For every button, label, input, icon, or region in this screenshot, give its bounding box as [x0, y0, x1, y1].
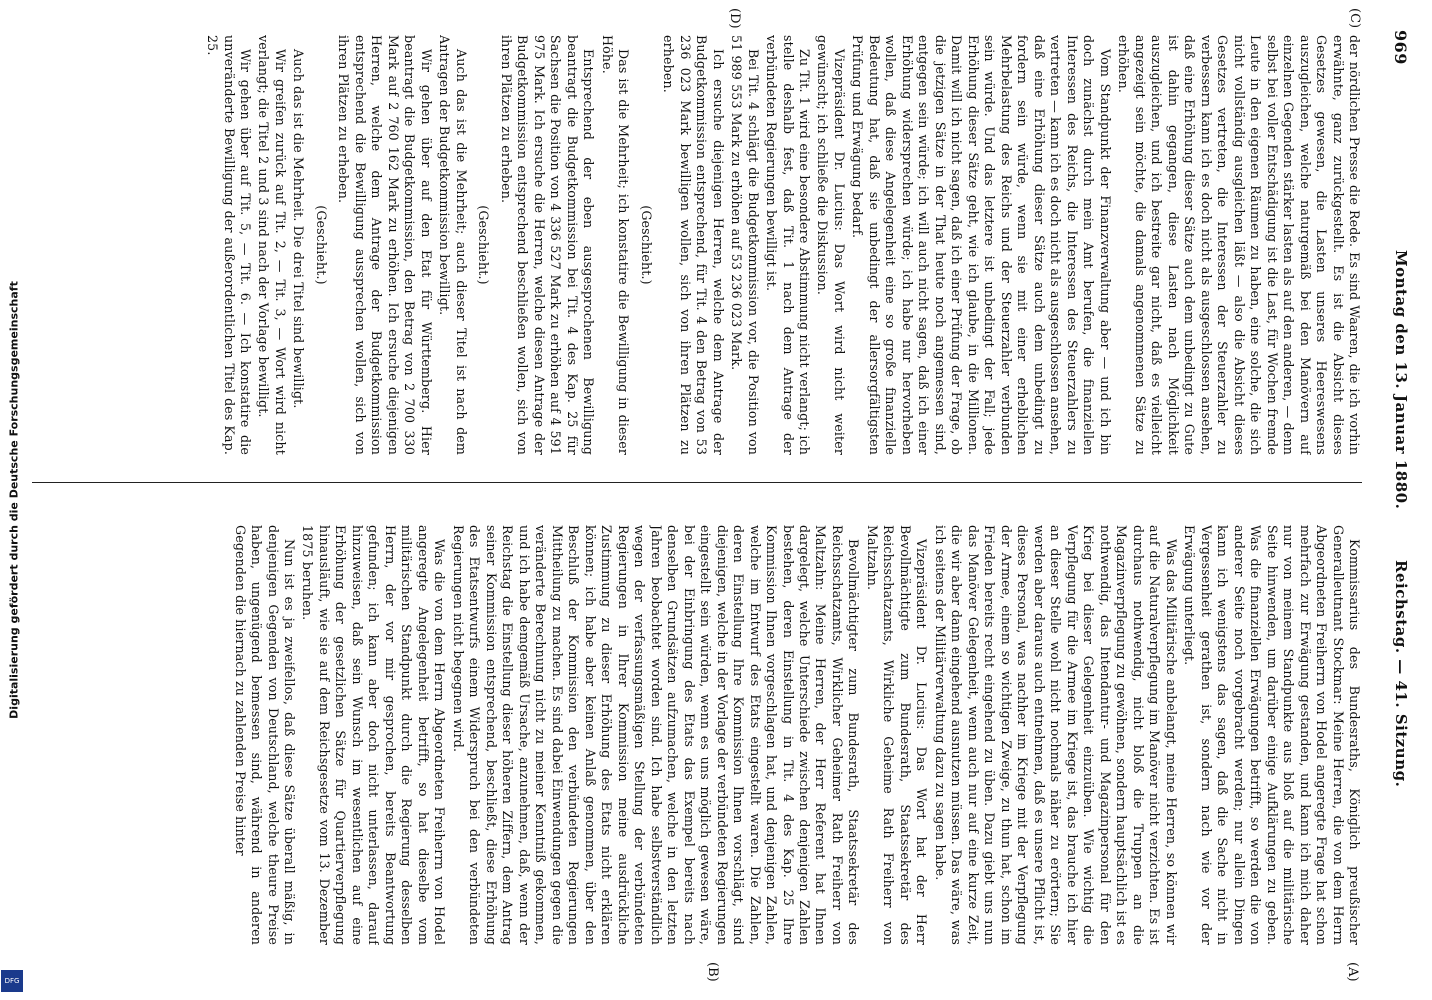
paragraph: der nördlichen Presse die Rede. Es sind Waaren, die ich vorhin erwähnte, ganz zurückgestellt. Es ist die Absicht dieses Gesetzes gewesen, die Lasten unseres Heereswesens auszugleichen, welche naturgemäß bei den Manövern auf einzelnen Gegenden stärker lasten als auf den anderen, — denn selbst bei voller Entschädigung ist die Last, für Wochen fremde Leute in den eigenen Räumen zu haben, eine solche, die sich nicht vollständig ausgleichen läßt — also die Absicht dieses Gesetzes vertreten, die Interessen der Steuerzahler zu verbessern kann ich es doch nicht als ausgeschlossen ansehen, daß eine Erhöhung dieser Sätze auch dem unbedingt zu Gute ist dahin gegangen, diese Lasten nach Möglichkeit auszugleichen, und ich bestreite gar nicht, daß es vielleicht angezeigt sein möchte, die damals angenommenen Sätze zu erhöhen. [1116, 35, 1362, 455]
margin-marker-b: (B) [705, 962, 720, 982]
paragraph: Was die von dem Herrn Abgeordneten Freiherrn von Hodel angeregte Angelegenheit betrifft, so hat dieselbe vom militärischen Standpunkt durch die Regierung desselben Herrn, der vor mir gesprochen, bereits Beantwortung gefunden; ich kann aber doch nicht unterlassen, darauf hinzuweisen, daß sein Wunsch im wesentlichen auf eine Erhöhung der gesetzlichen Sätze für Quartierverpflegung hinausläuft, wie sie auf dem Reichsgesetze vom 13. Dezember 1875 beruhen. [300, 525, 448, 945]
paragraph: Bei Tit. 4 schlägt die Budgetkommission vor, die Position von 51 989 553 Mark zu erhöhen auf 53 236 023 Mark. [729, 35, 761, 455]
footer-credit: Digitalisierung gefördert durch die Deutsche Forschungsgemeinschaft [7, 281, 21, 719]
margin-marker-c: (C) [1347, 8, 1362, 29]
paragraph: Vizepräsident Dr. Lucius: Das Wort hat der Herr Bevollmächtigte zum Bundesrath, Staatssekretär des Reichsschatzamts, Wirkliche Geheime Rath Freiherr von Maltzahn. [864, 525, 930, 945]
margin-marker-a: (A) [1345, 962, 1360, 982]
paragraph: Entsprechend der eben ausgesprochenen Bewilligung beantragt die Budgetkommission bei Tit. 4 des Kap. 25 für Sachsen die Position von 4 336 527 Mark zu erhöhen auf 4 591 975 Mark. Ich ersuche die Herren, welche diesen Antrage der Budgetkommission entsprechend beschließen wollen, sich von ihren Plätzen zu erheben. [498, 35, 597, 455]
stage-direction: (Geschieht.) [476, 205, 492, 285]
paragraph: Das ist die Mehrheit; ich konstatire die Bewilligung in dieser Höhe. [599, 35, 632, 455]
paragraph: Ich ersuche diejenigen Herren, welche dem Antrage der Budgetkommission entsprechend, für Tit. 4 den Betrag von 53 236 023 Mark bewilligen wollen, sich von ihren Plätzen zu erheben. [661, 35, 726, 455]
text-column-right [42, 525, 1362, 945]
paragraph: Auch das ist die Mehrheit. Die drei Titel sind bewilligt. [291, 49, 307, 409]
paragraph: Vom Standpunkt der Finanzverwaltung aber — und ich bin doch zunächst durch mein Amt berufen, die finanziellen Interessen des Reichs, die Interessen des Steuerzahlers zu vertreten — kann ich es doch nicht als ausgeschlossen ansehen, daß eine Erhöhung dieser Sätze auch dem unbedingt zu fordern sein würde, wenn sie mit einer erheblichen Mehrbelastung des Reichs und der Steuerzahler verbunden sein würde. Und das letztere ist unbedingt der Fall; jede Erhöhung dieser Sätze geht, wie ich glaube, in die Millionen. Damit will ich nicht sagen, daß ich einer Prüfung der Frage, ob die jetzigen Sätze in der That heute noch angemessen sind, entgegen sein würde; ich will auch nicht sagen, daß ich einer Erhöhung widersprechen würde; ich habe nur hervorheben wollen, daß diese Angelegenheit eine so große finanzielle Bedeutung hat, daß sie unbedingt der allersorgfältigsten Prüfung und Erwägung bedarf. [850, 35, 1113, 455]
paragraph: Was das Militärische anbelangt, meine Herren, so können wir auf die Naturalverpflegung im Manöver nicht verzichten. Es ist durchaus nothwendig, nicht bloß die Truppen an die Magazinverpflegung zu gewöhnen, sondern hauptsächlich ist es nothwendig, das Intendantur- und Magazinpersonal für den Krieg bei dieser Gelegenheit einzuüben. Wie wichtig die Verpflegung für die Armee im Kriege ist, das brauche ich hier an dieser Stelle wohl nicht nochmals näher zu erörtern; Sie werden aber daraus auch entnehmen, daß es unsere Pflicht ist, dieses Personal, was nachher im Kriege mit der Verpflegung der Armee, einem so wichtigen Zweige, zu thun hat, schon im Frieden bereits recht eingehend zu üben. Dazu giebt uns nun das Manöver Gelegenheit, wenn auch nur auf eine kurze Zeit, die wir aber dann eingehend ausnutzen müssen. Das wäre, was ich seitens der Militärverwaltung dazu zu sagen habe. [932, 525, 1179, 945]
page-title: Reichstag. — 41. Sitzung. [1392, 560, 1410, 788]
paragraph: Auch das ist die Mehrheit; auch dieser Titel ist nach dem Antragen der Budgetkommission bewilligt. [437, 35, 469, 455]
paragraph: Wir gehen über auf Tit. 5, — Tit. 6. — Ich konstatire die unveränderte Bewilligung der außerordentlichen Titel des Kap. 25. [205, 35, 253, 455]
stage-direction: (Geschieht.) [638, 205, 654, 285]
text-column-left [42, 35, 1362, 455]
paragraph: Wir greifen zurück auf Tit. 2, — Tit. 3, — Wort wird nicht verlangt; die Titel 2 und 3 sind nach der Vorlage bewilligt. [256, 35, 288, 455]
paragraph: Zu Tit. 1 wird eine besondere Abstimmung nicht verlangt; ich stelle deshalb fest, daß Tit. 1 nach dem Antrage der verbündeten Regierungen bewilligt ist. [764, 35, 813, 455]
stage-direction: (Geschieht.) [313, 205, 329, 285]
margin-marker-d: (D) [727, 8, 742, 29]
column-divider [32, 482, 1362, 483]
paragraph: Bevollmächtigter zum Bundesrath, Staatssekretär des Reichsschatzamts, Wirklicher Geheimer Rath Freiherr von Maltzahn: Meine Herren, der Herr Referent hat Ihnen dargelegt, welche Unterschiede zwischen denjenigen Zahlen bestehen, deren Einstellung in Tit. 4 des Kap. 25 Ihre Kommission Ihnen vorgeschlagen hat, und denjenigen Zahlen, welche im Entwurf des Etats eingestellt waren. Die Zahlen, deren Einstellung Ihre Kommission Ihnen vorschlägt, sind diejenigen, welche in der Vorlage der verbündeten Regierungen eingestellt sein würden, wenn es uns möglich gewesen wäre, bei der Einbringung des Etats das Exempel bereits nach denselben Grundsätzen aufzumachen, welche in den letzten Jahren beobachtet worden sind. Ich habe selbstverständlich wegen der verfassungsmäßigen Stellung der verbündeten Regierungen in Ihrer Kommission meine ausdrückliche Zustimmung zu dieser Erhöhung des Etats nicht erklären können; ich habe aber keinen Anlaß genommen, über den Beschluß der Kommission den verbündeten Regierungen Mittheilung zu machen. Es sind dabei Einwendungen gegen die veränderte Berechnung nicht zu meiner Kenntniß gekommen, und ich habe demgemäß Ursache, anzunehmen, daß, wenn der Reichstag die Einstellung dieser höheren Ziffern, dem Antrag seiner Kommission entsprechend, beschließt, diese Erhöhung des Etatsentwurfs einem Widerspruch bei den verbündeten Regierungen nicht begegnen wird. [450, 525, 862, 945]
page-number: 969 [1391, 30, 1410, 65]
paragraph: Kommissarius des Bundesraths, Königlich preußischer Generalleutnant Stockmar: Meine Herren, die von dem Herrn Abgeordneten Freiherrn von Hodel angeregte Frage hat schon mehrfach zur Erwägung gestanden, und kann ich mich daher nur von meinem Standpunkte aus bloß auf die militärische Seite hinwenden, um darüber einige Aufklärungen zu geben. Was die finanziellen Erwägungen betrifft, so werden die von anderer Seite noch vorgebracht werden; nur allein Dingen kann ich wenigstens das sagen, daß die Sache nicht in Vergessenheit gerathen ist, sondern nach wie vor der Erwägung unterliegt. [1182, 525, 1362, 945]
page-date: Montag den 13. Januar 1880. [1392, 250, 1410, 510]
digitization-footer [0, 0, 28, 1000]
paragraph: Wir gehen über auf den Etat für Württemberg. Hier beantragt die Budgetkommission, den Betrag von 2 700 330 Mark auf 2 760 162 Mark zu erhöhen. Ich ersuche diejenigen Herren, welche dem Antrage der Budgetkommission entsprechend die Bewilligung aussprechen wollen, sich von ihren Plätzen zu erheben. [336, 35, 434, 455]
dfg-logo: DFG [1, 970, 23, 992]
paragraph: Vizepräsident Dr. Lucius: Das Wort wird nicht weiter gewünscht; ich schließe die Diskussion. [815, 35, 847, 455]
paragraph: Nun ist es ja zweifellos, daß diese Sätze überall mäßig, in denjenigen Gegenden von Deutschland, welche theure Preise haben, ungenügend bemessen sind, während in anderen Gegenden die hiernach zu zahlenden Preise hinter [232, 525, 297, 945]
